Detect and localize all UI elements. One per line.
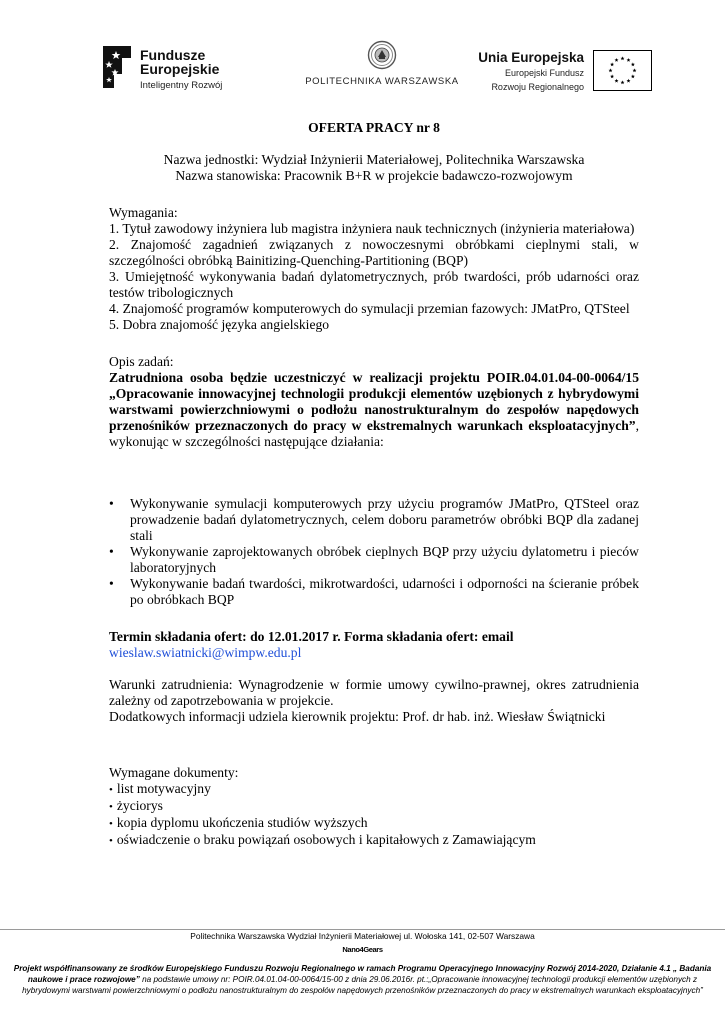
bullet-icon: • <box>109 784 113 796</box>
document-text: kopia dyplomu ukończenia studiów wyższych <box>116 815 368 830</box>
document-text: oświadczenie o braku powiązań osobowych i kapitałowych z Zamawiającym <box>116 832 536 847</box>
header-logos <box>96 40 656 100</box>
tasks-intro-rest: , wykonując w szczególności następujące działania: <box>109 418 639 449</box>
footer-nano4gears: Nano4Gears <box>342 945 383 954</box>
contact-info: Dodatkowych informacji udziela kierownik projektu: Prof. dr hab. inż. Wiesław Świątnicki <box>109 709 606 724</box>
bullet-icon: • <box>109 818 113 830</box>
documents-list <box>109 781 639 849</box>
job-offer-document <box>109 120 639 849</box>
document-title: OFERTA PRACY nr 8 <box>308 120 440 135</box>
task-item <box>109 496 639 544</box>
documents-label: Wymagane dokumenty: <box>109 765 239 780</box>
requirement-item: 1. Tytuł zawodowy inżyniera lub magistra inżyniera nauk technicznych (inżynieria materiałowa) <box>109 221 635 236</box>
unit-name: Nazwa jednostki: Wydział Inżynierii Materiałowej, Politechnika Warszawska <box>163 152 585 167</box>
footer-project-bold: Projekt współfinansowany ze środków Europejskiego Funduszu Rozwoju Regionalnego w ramach Programu Operacyjnego Innowacyjny Rozwój 2014-2020, Działanie 4.1 „ Badania naukowe i prace rozwojowe” <box>13 964 712 984</box>
fundusze-europejskie-text <box>140 48 222 91</box>
requirements-label: Wymagania: <box>109 205 178 220</box>
documents-section <box>109 765 639 849</box>
fe-title-line2: Europejskie <box>140 61 220 77</box>
document-item <box>109 815 639 832</box>
politechnika-seal-icon <box>367 40 397 70</box>
fundusze-europejskie-logo-icon <box>100 44 134 90</box>
task-item <box>109 576 639 608</box>
requirement-item: 5. Dobra znajomość języka angielskiego <box>109 317 330 332</box>
task-item <box>109 544 639 576</box>
task-text: Wykonywanie symulacji komputerowych przy użyciu programów JMatPro, QTSteel oraz prowadzenie badań dylatometrycznych, celem doboru parametrów obróbki BQP dla zadanej stali <box>130 496 639 543</box>
project-title: Zatrudniona osoba będzie uczestniczyć w realizacji projektu POIR.04.01.04-00-0064/15 „Opracowanie innowacyjnej technologii produkcji elementów uzębionych z hybrydowymi warstwami powierzchniowymi o podłożu nanostrukturalnym do zespołów napędowych przenośników przeznaczonych do pracy w ekstremalnych warunkach eksploatacyjnych” <box>109 370 639 433</box>
requirement-item: 4. Znajomość programów komputerowych do symulacji przemian fazowych: JMatPro, QTSteel <box>109 301 630 316</box>
tasks-list <box>109 496 639 608</box>
requirement-item: 3. Umiejętność wykonywania badań dylatometrycznych, prób twardości, prób udarności oraz testów tribologicznych <box>109 269 639 300</box>
document-text: życiorys <box>116 798 163 813</box>
bullet-icon: • <box>109 801 113 813</box>
unia-europejska-text <box>472 50 584 93</box>
bullet-icon: • <box>109 496 114 511</box>
tasks-section <box>109 354 639 608</box>
bullet-icon: • <box>109 544 114 559</box>
footer-project-rest: na podstawie umowy nr: POIR.04.01.04-00-0064/15-00 z dnia 29.06.2016r. pt.:„Opracowanie innowacyjnej technologii produkcji elementów uzębionych z hybrydowymi warstwami powierzchniowymi o podłożu nanostrukturalnym do zespołów napędowych przenośników przeznaczonych do pracy w ekstremalnych warunkach eksploatacyjnych” <box>22 974 703 995</box>
employment-conditions: Warunki zatrudnienia: Wynagrodzenie w formie umowy cywilno-prawnej, okres zatrudnienia zależny od zapotrzebowania w projekcie. <box>109 677 639 708</box>
task-text: Wykonywanie zaprojektowanych obróbek cieplnych BQP przy użyciu dylatometru i pieców laboratoryjnych <box>130 544 639 575</box>
contact-email-link[interactable]: wieslaw.swiatnicki@wimpw.edu.pl <box>109 645 302 660</box>
fe-title-line1: Fundusze <box>140 47 206 63</box>
ue-sub-line2: Rozwoju Regionalnego <box>491 82 584 92</box>
document-item <box>109 832 639 849</box>
footer-address: Politechnika Warszawska Wydział Inżynierii Materiałowej ul. Wołoska 141, 02-507 Warszawa <box>190 931 535 941</box>
document-item <box>109 781 639 798</box>
tasks-intro <box>109 370 639 450</box>
task-text: Wykonywanie badań twardości, mikrotwardości, udarności i odporności na ścieranie próbek po obróbkach BQP <box>130 576 639 607</box>
requirements-section <box>109 205 639 333</box>
footer-divider <box>0 929 725 930</box>
ue-sub-line1: Europejski Fundusz <box>504 68 584 78</box>
requirement-item: 2. Znajomość zagadnień związanych z nowoczesnymi obróbkami cieplnymi stali, w szczególności obróbką Bainitizing-Quenching-Partitioning (BQP) <box>109 237 639 268</box>
bullet-icon: • <box>109 576 114 591</box>
deadline: Termin składania ofert: do 12.01.2017 r. Forma składania ofert: email <box>109 629 514 644</box>
document-item <box>109 798 639 815</box>
ue-title: Unia Europejska <box>478 50 584 65</box>
bullet-icon: • <box>109 835 113 847</box>
eu-flag-icon <box>593 50 652 91</box>
fe-subtitle: Inteligentny Rozwój <box>140 80 223 91</box>
footer-project-info <box>8 964 717 996</box>
tasks-label: Opis zadań: <box>109 354 174 369</box>
politechnika-logo <box>301 40 463 87</box>
document-text: list motywacyjny <box>116 781 211 796</box>
position-name: Nazwa stanowiska: Pracownik B+R w projekcie badawczo-rozwojowym <box>175 168 573 183</box>
politechnika-name: POLITECHNIKA WARSZAWSKA <box>305 76 459 87</box>
